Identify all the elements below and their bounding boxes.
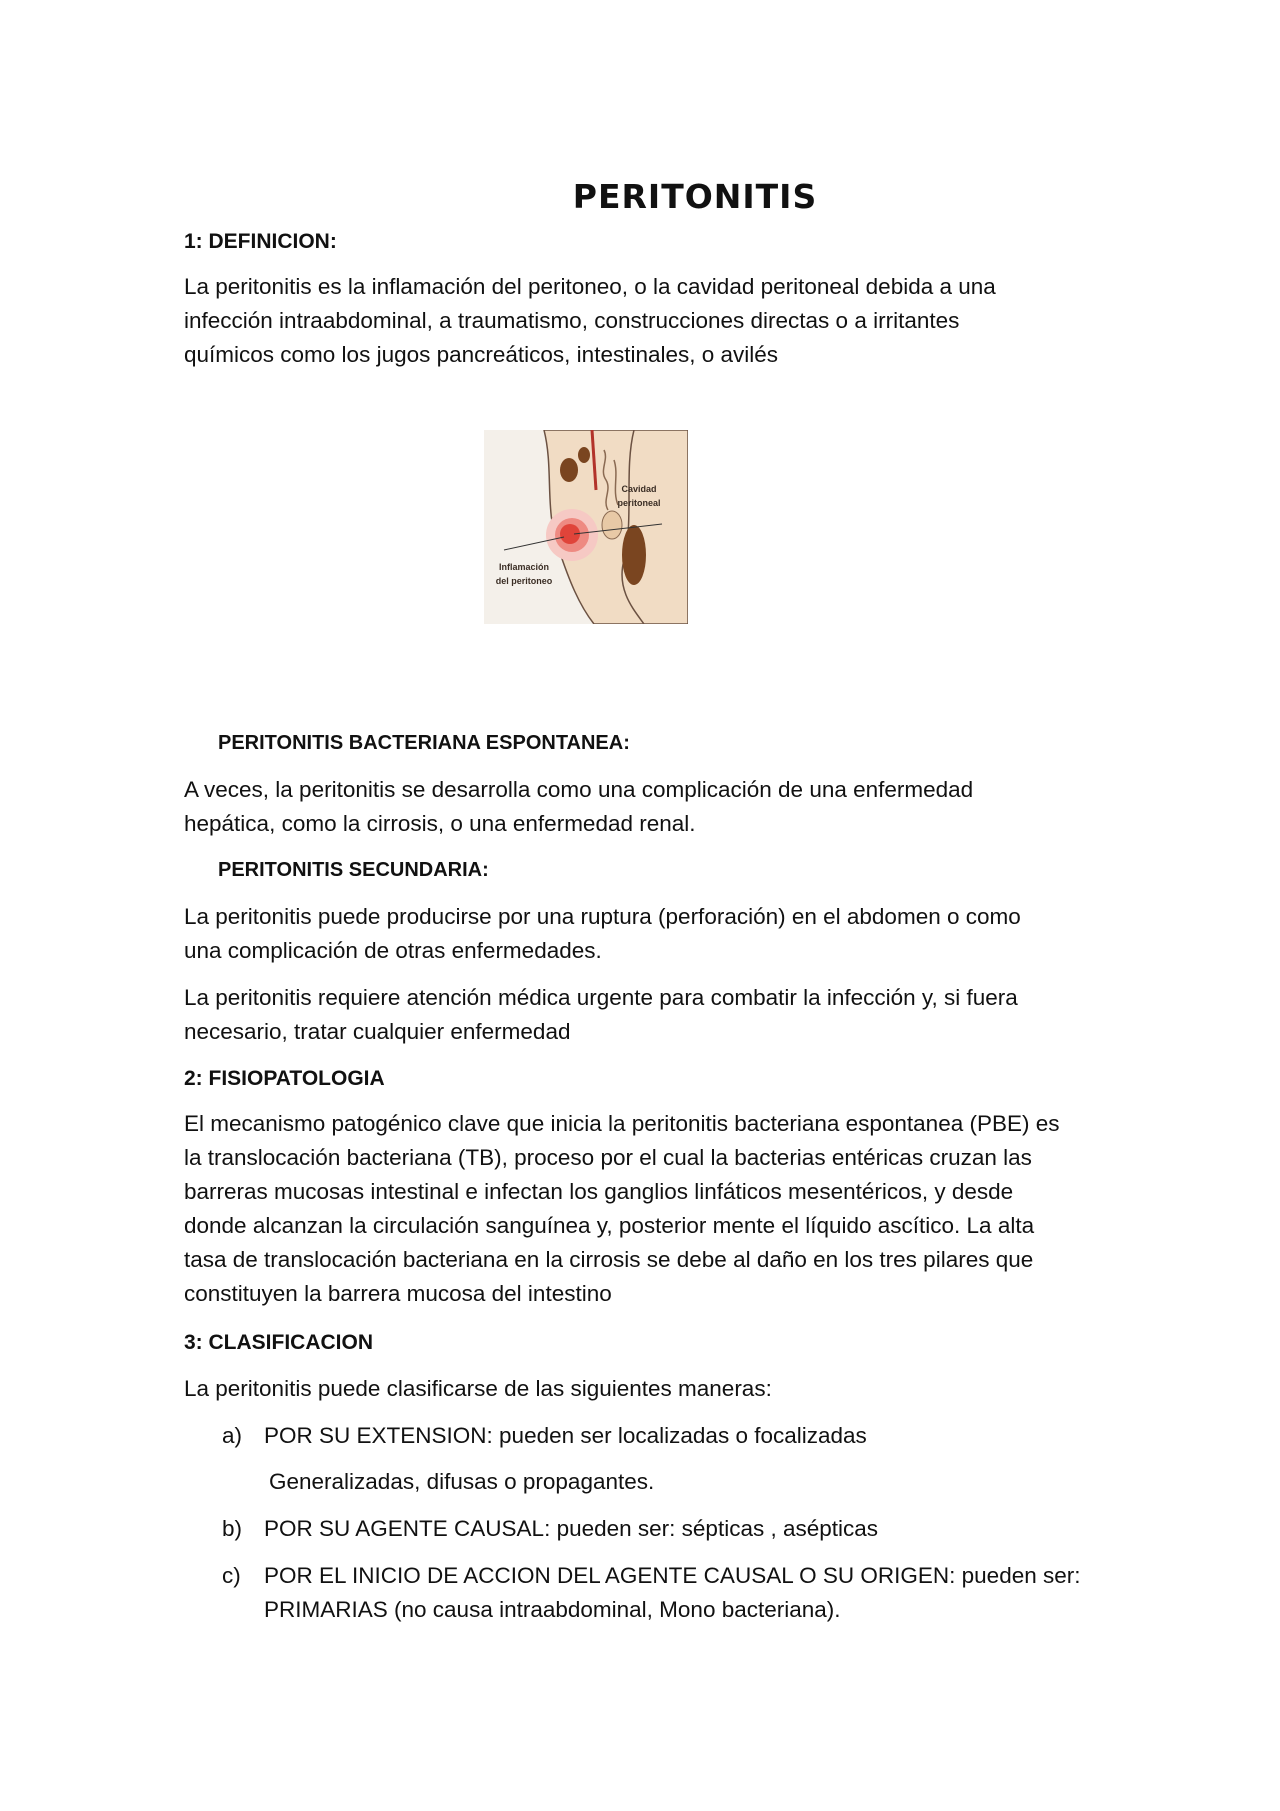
list-item-line: POR EL INICIO DE ACCION DEL AGENTE CAUSAL O SU ORIGEN: pueden ser: — [264, 1563, 1081, 1588]
list-marker: a) — [222, 1423, 243, 1448]
paragraph-line: donde alcanzan la circulación sanguínea y, posterior mente el líquido ascítico. La alta — [184, 1213, 1035, 1238]
list-item-text: POR SU EXTENSION: pueden ser localizadas o focalizadas — [264, 1423, 867, 1448]
list-item-a — [222, 1419, 1102, 1453]
section-heading-clasificacion: 3: CLASIFICACION — [184, 1331, 373, 1354]
peritoneum-illustration — [484, 430, 688, 624]
subheading-secundaria: PERITONITIS SECUNDARIA: — [218, 859, 489, 881]
list-item-b — [222, 1512, 1102, 1546]
list-marker: c) — [222, 1563, 241, 1588]
paragraph-line: tasa de translocación bacteriana en la cirrosis se debe al daño en los tres pilares que — [184, 1247, 1034, 1272]
paragraph-line: constituyen la barrera mucosa del intestino — [184, 1281, 612, 1306]
figure-label-cavidad: Cavidad — [621, 484, 657, 494]
list-item-text — [264, 1559, 1102, 1627]
section-heading-definicion: 1: DEFINICION: — [184, 230, 337, 253]
page-title: PERITONITIS — [572, 177, 818, 216]
paragraph-line: La peritonitis es la inflamación del peritoneo, o la cavidad peritoneal debida a una — [184, 274, 996, 299]
paragraph-line: una complicación de otras enfermedades. — [184, 938, 602, 963]
bacteriana-paragraph — [184, 773, 1114, 841]
fisiopatologia-paragraph — [184, 1107, 1114, 1311]
paragraph-line: barreras mucosas intestinal e infectan los ganglios linfáticos mesentéricos, y desde — [184, 1179, 1014, 1204]
paragraph-line: necesario, tratar cualquier enfermedad — [184, 1019, 571, 1044]
paragraph-line: hepática, como la cirrosis, o una enfermedad renal. — [184, 811, 696, 836]
paragraph-line: La peritonitis requiere atención médica urgente para combatir la infección y, si fuera — [184, 985, 1018, 1010]
section-heading-fisiopatologia: 2: FISIOPATOLOGIA — [184, 1067, 385, 1090]
list-item-a-continuation — [222, 1465, 1102, 1499]
list-marker: b) — [222, 1516, 243, 1541]
secundaria-paragraph-2 — [184, 981, 1114, 1049]
paragraph-line: infección intraabdominal, a traumatismo, construcciones directas o a irritantes — [184, 308, 960, 333]
definicion-paragraph — [184, 270, 1114, 372]
paragraph-line: la translocación bacteriana (TB), proceso por el cual la bacterias entéricas cruzan las — [184, 1145, 1032, 1170]
list-item-text: Generalizadas, difusas o propagantes. — [269, 1469, 655, 1494]
list-item-text: POR SU AGENTE CAUSAL: pueden ser: sépticas , asépticas — [264, 1516, 879, 1541]
list-item-line: PRIMARIAS (no causa intraabdominal, Mono bacteriana). — [264, 1597, 841, 1622]
subheading-bacteriana-espontanea: PERITONITIS BACTERIANA ESPONTANEA: — [218, 732, 630, 754]
list-item-c — [222, 1559, 1102, 1627]
paragraph-line: La peritonitis puede producirse por una ruptura (perforación) en el abdomen o como — [184, 904, 1021, 929]
figure-label-peritoneal: peritoneal — [617, 498, 661, 508]
figure-label-del-peritoneo: del peritoneo — [495, 576, 553, 586]
clasificacion-intro: La peritonitis puede clasificarse de las siguientes maneras: — [184, 1376, 772, 1401]
figure-label-inflamacion: Inflamación — [498, 562, 550, 572]
paragraph-line: A veces, la peritonitis se desarrolla como una complicación de una enfermedad — [184, 777, 974, 802]
paragraph-line: químicos como los jugos pancreáticos, intestinales, o avilés — [184, 342, 779, 367]
secundaria-paragraph-1 — [184, 900, 1114, 968]
peritoneum-illustration-icon — [484, 430, 688, 624]
paragraph-line: El mecanismo patogénico clave que inicia la peritonitis bacteriana espontanea (PBE) es — [184, 1111, 1060, 1136]
